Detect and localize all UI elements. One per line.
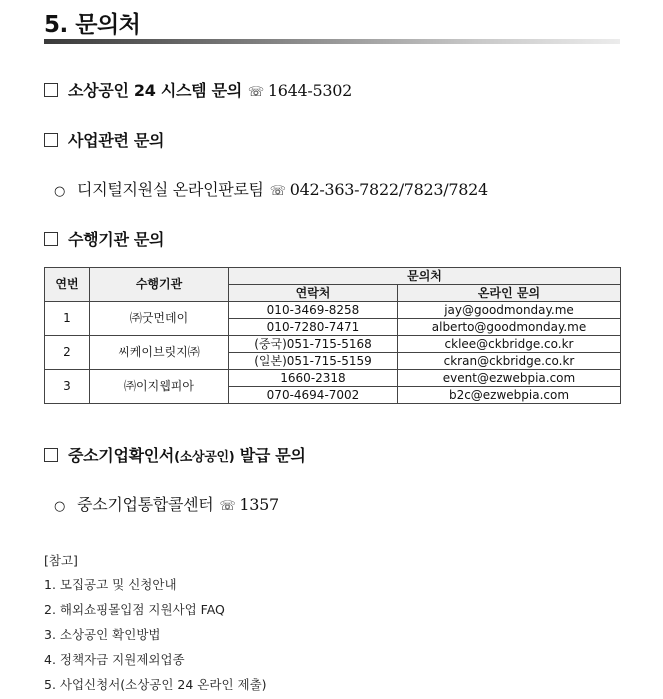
table-row: [45, 336, 621, 353]
checkbox-square-icon: [44, 448, 58, 462]
heading-agency-inquiry: [44, 227, 164, 250]
reference-header: [참고]: [44, 553, 78, 568]
reference-item-5[interactable]: 5. 사업신청서(소상공인 24 온라인 제출): [44, 677, 267, 692]
checkbox-square-icon: [44, 232, 58, 246]
business-contact-item: [54, 177, 488, 200]
contact-email[interactable]: event@ezwebpia.com: [398, 370, 621, 387]
reference-item-4[interactable]: 4. 정책자금 지원제외업종: [44, 652, 185, 667]
heading-certificate-inquiry: [44, 443, 306, 466]
contact-email[interactable]: b2c@ezwebpia.com: [398, 387, 621, 404]
header-contact-group: 문의처: [229, 268, 621, 285]
phone-icon: ☏: [219, 499, 236, 514]
reference-item-2[interactable]: 2. 해외쇼핑몰입점 지원사업 FAQ: [44, 602, 225, 617]
checkbox-square-icon: [44, 133, 58, 147]
header-phone: 연락처: [229, 285, 398, 302]
phone-icon: ☏: [269, 184, 286, 199]
row-number: 3: [45, 370, 90, 404]
table-row: [45, 302, 621, 319]
agency-name: ㈜굿먼데이: [90, 302, 229, 336]
heading-system-inquiry: [44, 78, 352, 101]
contact-email[interactable]: alberto@goodmonday.me: [398, 319, 621, 336]
contact-phone: 070-4694-7002: [229, 387, 398, 404]
agency-contact-table: [44, 267, 621, 404]
heading-label-c: 발급 문의: [234, 446, 306, 465]
contact-email[interactable]: jay@goodmonday.me: [398, 302, 621, 319]
agency-name: 씨케이브릿지㈜: [90, 336, 229, 370]
contact-email[interactable]: cklee@ckbridge.co.kr: [398, 336, 621, 353]
title-underline: [44, 39, 620, 44]
contact-phone: (중국)051-715-5168: [229, 336, 398, 353]
phone-number: 1357: [239, 495, 279, 514]
certificate-contact-item: [54, 492, 279, 515]
header-online: 온라인 문의: [398, 285, 621, 302]
heading-label: 수행기관 문의: [68, 230, 165, 249]
contact-email[interactable]: ckran@ckbridge.co.kr: [398, 353, 621, 370]
contact-phone: (일본)051-715-5159: [229, 353, 398, 370]
contact-phone: 010-3469-8258: [229, 302, 398, 319]
row-number: 1: [45, 302, 90, 336]
table-row: [45, 370, 621, 387]
agency-name: ㈜이지웹피아: [90, 370, 229, 404]
phone-icon: ☏: [247, 85, 264, 100]
contact-phone: 010-7280-7471: [229, 319, 398, 336]
circle-bullet-icon: ○: [54, 499, 66, 514]
header-org: 수행기관: [90, 268, 229, 302]
item-label: 디지털지원실 온라인판로팀: [77, 180, 264, 199]
contact-phone: 1660-2318: [229, 370, 398, 387]
heading-business-inquiry: [44, 128, 164, 151]
heading-label: 사업관련 문의: [68, 131, 165, 150]
heading-label: 소상공인 24 시스템 문의: [68, 81, 242, 100]
circle-bullet-icon: ○: [54, 184, 66, 199]
reference-item-1[interactable]: 1. 모집공고 및 신청안내: [44, 577, 177, 592]
reference-item-3[interactable]: 3. 소상공인 확인방법: [44, 627, 161, 642]
heading-label-a: 중소기업확인서: [68, 446, 175, 465]
checkbox-square-icon: [44, 83, 58, 97]
phone-number: 042-363-7822/7823/7824: [289, 180, 488, 199]
page-title: 5. 문의처: [44, 12, 141, 38]
heading-label-b: (소상공인): [174, 450, 235, 465]
header-no: 연번: [45, 268, 90, 302]
phone-number: 1644-5302: [267, 81, 353, 100]
item-label: 중소기업통합콜센터: [77, 495, 214, 514]
row-number: 2: [45, 336, 90, 370]
